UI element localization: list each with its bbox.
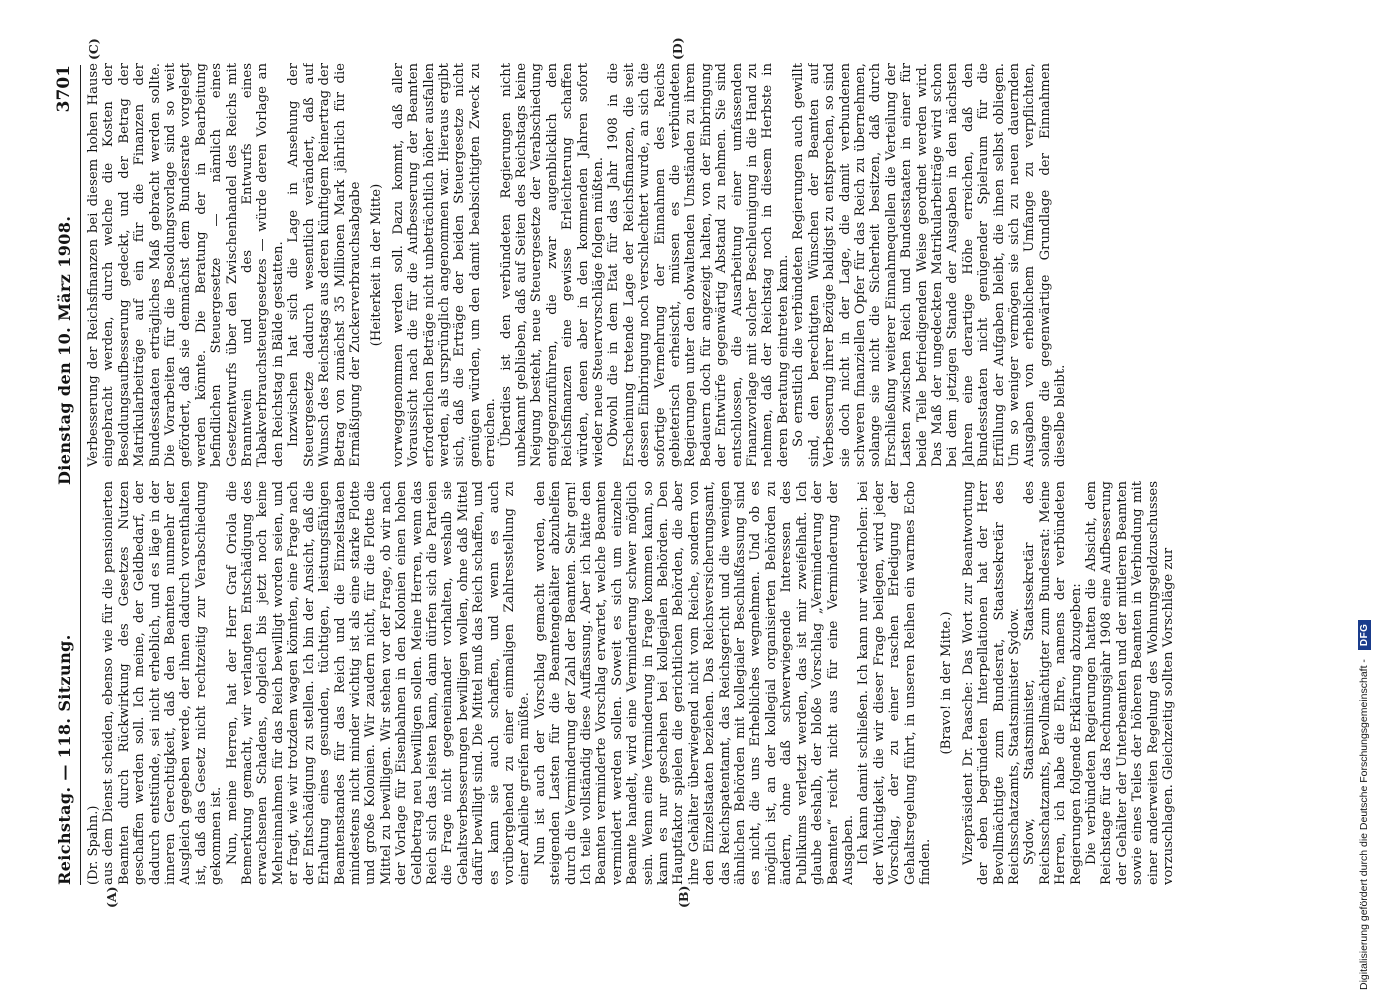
paragraph: Ich kann damit schließen. Ich kann nur wiederholen: bei der Wichtigkeit, die wir dieser Frage beilegen, wird jeder Vorschlag, der zu einer raschen Erledigung der Gehaltsregelung führt, in unseren Reihen ein warmes Echo finden. — [856, 481, 933, 885]
paragraph: vorweggenommen werden soll. Dazu kommt, daß aller Voraussicht nach die für die Aufbesserung der Beamten erforderlichen Beträge nicht unbeträchtlich höher ausfallen werden, als ursprünglich angenommen war. Hieraus ergibt sich, daß die Erträge der beiden Steuergesetze nicht genügen würden, um den damit beabsichtigten Zweck zu erreichen. — [390, 63, 499, 467]
page-number: 3701 — [54, 65, 74, 113]
marker-c: (C) — [86, 38, 101, 60]
paragraph: Nun, meine Herren, hat der Herr Graf Oriola die Bemerkung gemacht, wir verlangten Entschädigung des erwachsenen Schadens, obgleich bis jetzt noch keine Mehreinnahmen für das Reich bewilligt worden seien, und er fragt, wie wir trotzdem wagen könnten, eine Frage nach der Entschädigung zu stellen. Ich bin der Ansicht, daß die Erhaltung eines gesunden, tüchtigen, leistungsfähigen Beamtenstandes für das Reich und die Einzelstaaten mindestens nicht minder wichtig ist als eine starke Flotte und große Kolonien. Wir zaudern nicht, für die Flotte die Mittel zu bewilligen. Wir stehen vor der Frage, ob wir nach der Vorlage für Eisenbahnen in den Kolonien einen hohen Geldbetrag neu bewilligen sollen. Meine Herren, wenn das Reich sich das leisten kann, dann dürfen sich die Parteien die Frage nicht gegeneinander vorhalten, weshalb sie Gehaltsverbesserungen bewilligen wollen, ohne daß Mittel dafür bewilligt sind. Die Mittel muß das Reich schaffen, und es kann sie auch schaffen, und wenn es auch vorübergehend zu einer einmaligen Zahlresstellung zu einer Anleihe greifen müßte. — [224, 481, 533, 885]
page-header — [52, 65, 81, 885]
paragraph: Vizepräsident Dr. Paasche: Das Wort zur Beantwortung der eben begründeten Interpellationen hat der Herr Bevollmächtigte zum Bundesrat, Staatssekretär des Reichsschatzamts, Staatsminister Sydow. — [960, 481, 1022, 885]
paragraph: So ernstlich die verbündeten Regierungen auch gewillt sind, den berechtigten Wünschen der Beamten auf Verbesserung ihrer Bezüge baldigst zu entsprechen, so sind sie doch nicht in der Lage, die damit verbundenen schweren finanziellen Opfer für das Reich zu übernehmen, solange sie nicht die Sicherheit besitzen, daß durch Erschließung weiterer Einnahmequellen die Verteilung der Lasten zwischen Reich und Bundesstaaten in einer für beide Teile befriedigenden Weise geordnet werden wird. Das Maß der ungedeckten Matrikularbeiträge wird schon bei dem jetzigen Stande der Ausgaben in den nächsten Jahren eine derartige Höhe erreichen, daß den Bundesstaaten nicht genügender Spielraum für die Erfüllung der Aufgaben bleibt, die ihnen selbst obliegen. Um so weniger vermögen sie sich zu neuen dauernden Ausgaben von erheblichem Umfange zu verpflichten, solange die gegenwärtige Grundlage der Einnahmen dieselbe bleibt. — [791, 63, 1069, 467]
right-column — [86, 63, 1266, 467]
paragraph: Obwohl die in dem Etat für das Jahr 1908 in die Erscheinung tretende Lage der Reichsfinanzen, die seit dessen Einbringung noch verschlechtert wurde, an sich die sofortige Vermehrung der Einnahmen des Reichs gebieterisch erheischt, müssen es die verbündeten Regierungen unter den obwaltenden Umständen zu ihrem Bedauern doch für angezeigt halten, von der Einbringung der Entwürfe gegenwärtig Abstand zu nehmen. Sie sind entschlossen, die Ausarbeitung einer umfassenden Finanzvorlage mit solcher Beschleunigung in die Hand zu nehmen, daß der Reichstag noch in diesem Herbste in deren Beratung eintreten kann. — [606, 63, 791, 467]
paragraph: Verbesserung der Reichsfinanzen bei diesem hohen Hause eingebracht werden, durch welche die Kosten der Besoldungsaufbesserung gedeckt, und der Betrag der Matrikularbeiträge auf ein für die Finanzen der Bundesstaaten erträgliches Maß gebracht werden sollte. Die Vorarbeiten für die Besoldungsvorlage sind so weit gefördert, daß sie demnächst dem Bundesrate vorgelegt werden könnte. Die Beratung der in Bearbeitung befindlichen Steuergesetze — nämlich eines Gesetzentwurfs über den Zwischenhandel des Reichs mit Branntwein und des Entwurfs eines Tabakverbrauchsteuergesetzes — würde deren Vorlage an den Reichstag in Bälde gestatten. — [86, 63, 286, 467]
paragraph: aus dem Dienst scheiden, ebenso wie für die pensionierten Beamten durch Rückwirkung des Gesetzes Nutzen geschaffen werden soll. Ich meine, der Geldbedarf, der dadurch entstünde, sei nicht erheblich, und es läge in der inneren Gerechtigkeit, daß den Beamten nunmehr der Ausgleich gegeben werde, der ihnen dadurch vorenthalten ist, daß das Gesetz nicht rechtzeitig zur Verabschiedung gekommen ist. — [101, 481, 225, 885]
marker-d: (D) — [670, 37, 685, 60]
paragraph: Inzwischen hat sich die Lage in Ansehung der Steuergesetze dadurch wesentlich verändert, daß auf Wunsch des Reichstags aus deren künftigem Reinertrag der Betrag von zunächst 35 Millionen Mark jährlich für die Ermäßigung der Zuckerverbrauchsabgabe — [286, 63, 363, 467]
paragraph: Die verbündeten Regierungen hatten die Absicht, dem Reichstage für das Rechnungsjahr 1908 eine Aufbesserung der Gehälter der Unterbeamten und der mittleren Beamten sowie eines Teiles der höheren Beamten in Verbindung mit einer anderweiten Regelung des Wohnungsgeldzuschusses vorzuschlagen. Gleichzeitig sollten Vorschläge zur — [1084, 481, 1177, 885]
marker-a: (A) — [104, 886, 119, 908]
laughter-note: (Heiterkeit in der Mitte) — [369, 183, 385, 347]
digitization-credit — [1358, 10, 1371, 990]
left-column — [86, 481, 1266, 885]
speaker-note: (Dr. Spahn.) — [86, 805, 101, 885]
paragraph: Nun ist auch der Vorschlag gemacht worden, den steigenden Lasten für die Beamtengehälter abzuhelfen durch die Verminderung der Zahl der Beamten. Sehr gern! Ich teile vollständig diese Auffassung. Aber ich hätte den Beamten verminderte Vorschlag erwartet, welche Beamten vermindert werden sollen. Soweit es sich um einzelne Beamte handelt, wird eine Verminderung schwer möglich sein. Wenn eine Verminderung in Frage kommen kann, so kann es nur geschehen bei kollegialen Behörden. Den Hauptfaktor spielen die gerichtlichen Behörden, die aber ihre Gehälter überwiegend nicht vom Reiche, sondern von den Einzelstaaten beziehen. Das Reichsversicherungsamt, das Reichspatentamt, das Reichsgericht und die wenigen ähnlichen Behörden mit kollegialer Beschlußfassung sind es nicht, die uns Erhebliches wegnehmen. Und ob es möglich ist, an der kollegial organisierten Behörden zu ändern, ohne daß schwerwiegende Interessen des Publikums verletzt werden, das ist mir zweifelhaft. Ich glaube deshalb, der bloße Vorschlag „Verminderung der Beamten“ reicht nicht aus für eine Verminderung der Ausgaben. — [532, 481, 856, 885]
paragraph: Sydow, Staatsminister, Staatssekretär des Reichsschatzamts, Bevollmächtigter zum Bundesrat: Meine Herren, ich habe die Ehre, namens der verbündeten Regierungen folgende Erklärung abzugeben: — [1022, 481, 1084, 885]
dfg-logo: DFG — [1358, 620, 1371, 651]
paragraph: Überdies ist den verbündeten Regierungen nicht unbekannt geblieben, daß auf Seiten des Reichstags keine Neigung besteht, neue Steuergesetze der Verabschiedung entgegenzuführen, die zwar augenblicklich den Reichsfinanzen eine gewisse Erleichterung schaffen würden, denen aber in den kommenden Jahren sofort wieder neue Steuervorschläge folgen müßten. — [498, 63, 606, 467]
credit-text: Digitalisierung gefördert durch die Deutsche Forschungsgemeinschaft - — [1358, 659, 1370, 990]
header-session: Reichstag. — 118. Sitzung. — [55, 634, 74, 885]
marker-b: (B) — [676, 885, 691, 908]
applause-note: (Bravo! in der Mitte.) — [939, 611, 955, 755]
header-date: Dienstag den 10. März 1908. — [55, 215, 74, 485]
